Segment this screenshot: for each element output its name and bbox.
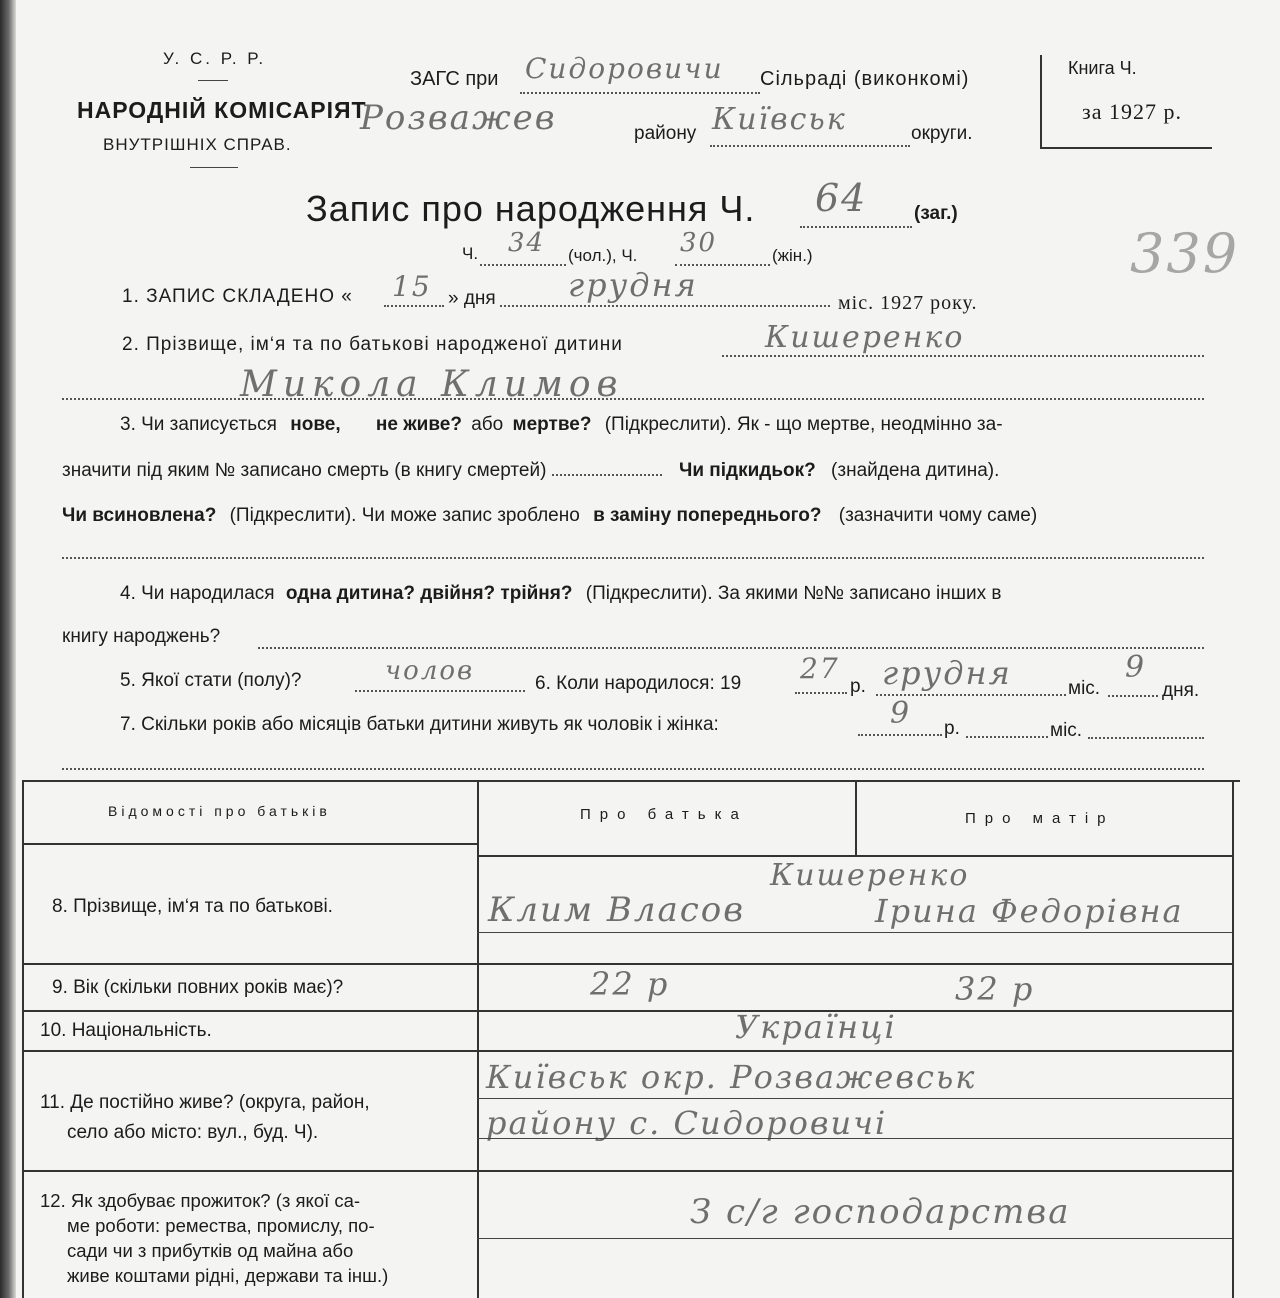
fill-line — [966, 736, 1048, 738]
row12-label-line4: живе коштами рідні, держави та інш.) — [67, 1265, 389, 1286]
table-border — [477, 855, 1232, 857]
fill-line — [480, 264, 566, 266]
district-handwritten: Розважев — [360, 98, 557, 138]
table-border — [477, 932, 1232, 933]
row8-surname-handwritten: Кишеренко — [770, 858, 970, 893]
record-title: Запис про народження Ч. — [306, 188, 756, 229]
item3-option-replacement: в заміну попереднього? — [593, 505, 822, 526]
item2-surname-handwritten: Кишеренко — [765, 320, 965, 355]
item4-text: (Підкреслити). За якими №№ записано інших в — [585, 583, 1002, 604]
fill-line — [258, 647, 1204, 649]
item5-sex-handwritten: чолов — [385, 656, 475, 686]
row8-father-handwritten: Клим Власов — [488, 890, 746, 930]
item3-line1 — [120, 414, 1003, 436]
item3-option-not-alive: не живе? — [375, 414, 462, 435]
table-header-mother: Про матір — [965, 810, 1115, 827]
row11-label-line2: село або місто: вул., буд. Ч). — [67, 1122, 319, 1143]
row9-label: 9. Вік (скільки повних років має)? — [52, 977, 344, 998]
row11-label-line1: 11. Де постійно живе? (округа, район, — [40, 1092, 370, 1113]
item1-day-handwritten: 15 — [392, 270, 432, 303]
table-border — [22, 1010, 1232, 1012]
table-border — [855, 780, 857, 856]
commissariat-label: НАРОДНІЙ КОМІСАРІЯТ — [77, 97, 367, 123]
fill-line — [1088, 737, 1204, 739]
item6-year-handwritten: 27 — [800, 652, 840, 685]
fill-line — [62, 398, 1204, 400]
item4-options: одна дитина? двійня? трійня? — [285, 583, 573, 604]
table-border — [22, 843, 477, 845]
row12-label-line1: 12. Як здобуває прожиток? (з якої са- — [40, 1190, 361, 1211]
row9-father-handwritten: 22 р — [590, 965, 670, 1003]
item6-mis-label: міс. — [1068, 678, 1101, 699]
table-border — [477, 1138, 1232, 1139]
margin-note-handwritten: 339 — [1130, 222, 1240, 285]
male-prefix: Ч. — [462, 244, 479, 263]
fill-line — [355, 690, 525, 692]
item1-month-handwritten: грудня — [568, 266, 698, 304]
male-label: (чол.), Ч. — [568, 246, 638, 265]
council-label: Сільраді (виконкомі) — [760, 68, 970, 90]
item5-label: 5. Якої стати (полу)? — [120, 670, 302, 691]
fill-line — [520, 92, 760, 94]
zags-label: ЗАГС при — [410, 68, 499, 90]
fill-line — [800, 226, 912, 228]
table-border — [22, 780, 24, 1298]
item4-line2: книгу народжень? — [62, 626, 221, 647]
item6-r-label: р. — [850, 676, 866, 697]
divider — [190, 167, 238, 168]
department-label: ВНУТРІШНІХ СПРАВ. — [103, 135, 292, 154]
item1-label: 1. ЗАПИС СКЛАДЕНО « — [122, 286, 353, 307]
box-border — [1040, 55, 1042, 147]
row10-label: 10. Національність. — [40, 1020, 212, 1041]
item3-text: значити під яким № записано смерть (в книгу смертей) — [62, 460, 547, 481]
item2-label: 2. Прізвище, ім‘я та по батькові народженої дитини — [122, 334, 623, 355]
box-border — [1040, 147, 1212, 149]
total-label: (заг.) — [914, 203, 958, 224]
fill-line — [858, 734, 942, 736]
village-handwritten: Сидоровичи — [525, 52, 724, 85]
table-border — [22, 1050, 1232, 1052]
item6-label: 6. Коли народилося: 19 — [535, 673, 742, 694]
okrug-label: округи. — [911, 123, 973, 144]
fill-line — [62, 768, 1204, 770]
fill-line — [710, 145, 910, 147]
item3-line2 — [62, 460, 999, 482]
item3-option-adopted: Чи всиновлена? — [62, 505, 217, 526]
item3-text: (Підкреслити). Як - що мертве, неодмінно за- — [604, 414, 1003, 435]
item1-day-label: » дня — [448, 288, 496, 309]
male-number-handwritten: 34 — [508, 228, 546, 258]
item4-text: 4. Чи народилася — [120, 583, 275, 604]
table-border — [477, 1238, 1232, 1239]
row9-mother-handwritten: 32 р — [955, 970, 1035, 1008]
table-border — [22, 1170, 1232, 1172]
row8-label: 8. Прізвище, ім‘я та по батькові. — [52, 896, 333, 917]
fill-line — [1108, 695, 1158, 697]
item7-mis-label: міс. — [1050, 720, 1083, 741]
okrug-handwritten: Київськ — [712, 102, 847, 137]
row8-mother-handwritten: Ірина Федорівна — [875, 892, 1184, 930]
record-number-handwritten: 64 — [815, 176, 868, 220]
table-border — [22, 780, 1240, 782]
year-label: за 1927 р. — [1082, 99, 1182, 124]
divider — [198, 80, 228, 81]
item1-tail: міс. 1927 року. — [838, 292, 978, 314]
row11-address-handwritten-1: Київськ окр. Розважевськ — [486, 1058, 977, 1096]
item3-line3 — [62, 505, 1037, 527]
item3-text: (зазначити чому саме) — [838, 505, 1038, 526]
item3-option-new: нове, — [290, 414, 341, 435]
item3-text: 3. Чи записується — [120, 414, 277, 435]
fill-line — [384, 305, 444, 307]
item7-years-handwritten: 9 — [890, 696, 912, 731]
row12-occupation-handwritten: З с/г господарства — [690, 1192, 1071, 1232]
row12-label-line2: ме роботи: ремества, промислу, по- — [67, 1215, 375, 1236]
table-border — [477, 1098, 1232, 1099]
item3-text: (знайдена дитина). — [831, 460, 1000, 481]
page-edge-shadow — [0, 0, 16, 1298]
item3-option-dead: мертве? — [512, 414, 592, 435]
female-label: (жін.) — [772, 246, 813, 265]
table-border — [1232, 782, 1234, 1298]
row10-nationality-handwritten: Українці — [735, 1008, 897, 1046]
item6-dnia-label: дня. — [1162, 680, 1200, 701]
item7-label: 7. Скільки років або місяців батьки дитини живуть як чоловік і жінка: — [120, 714, 719, 735]
item3-text: або — [471, 414, 504, 435]
item3-option-foundling: Чи підкидьок? — [678, 460, 816, 481]
item2-name-handwritten: Микола Климов — [240, 364, 624, 405]
fill-line — [795, 692, 847, 694]
district-label: району — [634, 123, 697, 144]
fill-line — [62, 557, 1204, 559]
female-number-handwritten: 30 — [680, 228, 718, 258]
republic-label: У. С. Р. Р. — [163, 49, 267, 68]
book-label: Книга Ч. — [1068, 58, 1137, 78]
item3-text: (Підкреслити). Чи може запис зроблено — [229, 505, 580, 526]
item6-month-handwritten: грудня — [882, 654, 1012, 692]
table-header-father: Про батька — [580, 806, 748, 823]
row11-address-handwritten-2: району с. Сидоровичі — [486, 1104, 888, 1142]
fill-line — [722, 355, 1204, 357]
table-header-parents: Відомості про батьків — [108, 803, 331, 819]
item4-line1 — [120, 583, 1001, 605]
item6-day-handwritten: 9 — [1125, 650, 1147, 685]
table-border — [477, 780, 479, 1298]
fill-line — [500, 305, 830, 307]
item7-r-label: р. — [944, 718, 960, 739]
row12-label-line3: сади чи з прибутків од майна або — [67, 1240, 354, 1261]
